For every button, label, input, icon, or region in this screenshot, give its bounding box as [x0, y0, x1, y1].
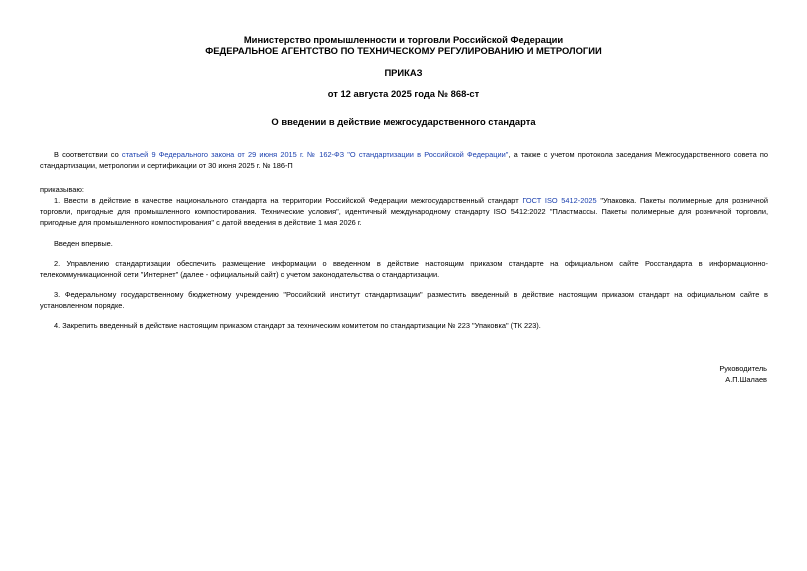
order-subject: О введении в действие межгосударственного стандарта — [271, 116, 536, 127]
order-date-number: от 12 августа 2025 года № 868-ст — [327, 88, 480, 99]
preamble-suffix: , а также с учетом протокола заседания Межгосударственного совета по стандартизации, метрологии и сертификации от 30 июня 2025 г. № 186-П — [40, 150, 768, 171]
preamble-prefix: В соответствии со — [54, 150, 122, 159]
introduced-first-note: Введен впервые. — [54, 239, 113, 248]
item-1-prefix: 1. Ввести в действие в качестве национального стандарта на территории Российской Федерации межгосударственный стандарт — [54, 196, 523, 205]
item-3-paragraph: 3. Федеральному государственному бюджетному учреждению "Российский институт стандартизации" разместить введенный в действие настоящим приказом стандарт на официальном сайте в установленном порядке. — [40, 290, 768, 311]
signature-block — [719, 363, 767, 385]
item-2-paragraph: 2. Управлению стандартизации обеспечить размещение информации о введенном в действие настоящим приказом стандарте на официальном сайте Росстандарта в информационно-телекоммуникационной сети "Интернет" (далее - официальный сайт) с учетом законодательства о стандартизации. — [40, 259, 768, 280]
item-4-paragraph: 4. Закрепить введенный в действие настоящим приказом стандарт за техническим комитетом по стандартизации № 223 "Упаковка" (ТК 223). — [54, 321, 541, 330]
item-1-suffix: "Упаковка. Пакеты полимерные для розничной торговли, пригодные для промышленного компостирования. Технические условия", идентичный международному стандарту ISO 5412:2022 "Пластмассы. Пакеты полимерные для розничной торговли, пригодные для промышленного компостирования" с датой введения в действие 1 мая 2026 г. — [40, 196, 768, 228]
law-link[interactable]: статьей 9 Федерального закона от 29 июня 2015 г. № 162-ФЗ "О стандартизации в Российской Федерации" — [121, 150, 509, 159]
document-type: ПРИКАЗ — [384, 67, 423, 78]
signatory-title: Руководитель — [719, 364, 767, 373]
agency-heading: ФЕДЕРАЛЬНОЕ АГЕНТСТВО ПО ТЕХНИЧЕСКОМУ РЕГУЛИРОВАНИЮ И МЕТРОЛОГИИ — [205, 45, 602, 56]
ministry-heading: Министерство промышленности и торговли Российской Федерации — [243, 34, 564, 45]
preamble-paragraph — [40, 149, 768, 171]
item-1-paragraph — [40, 195, 768, 229]
orders-label: приказываю: — [40, 185, 84, 194]
signatory-name: А.П.Шалаев — [725, 375, 767, 384]
standard-link[interactable]: ГОСТ ISO 5412-2025 — [522, 196, 597, 205]
